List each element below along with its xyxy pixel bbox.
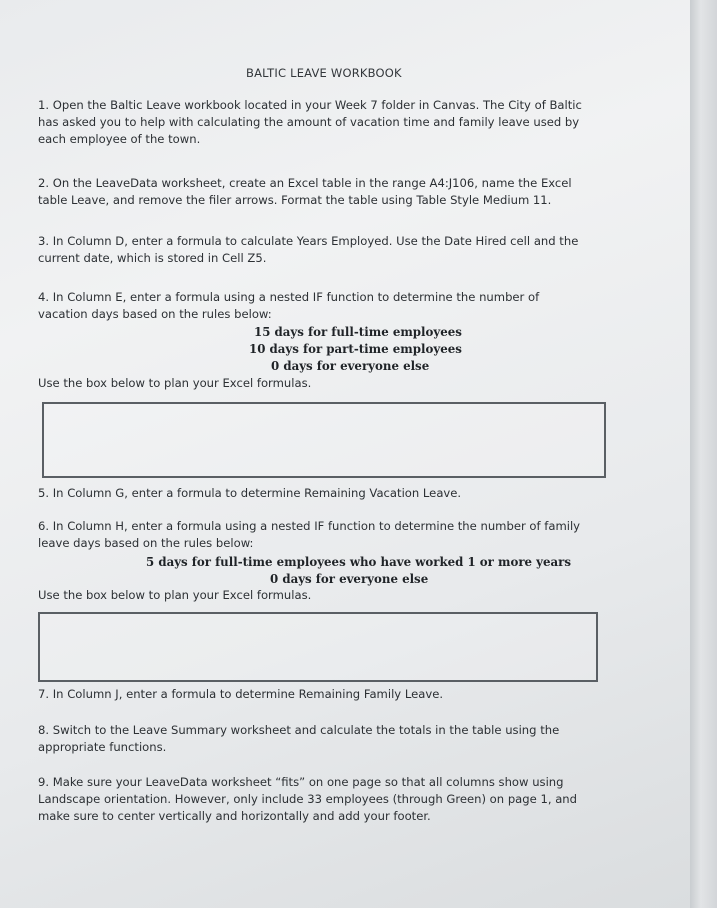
document-title: BALTIC LEAVE WORKBOOK xyxy=(246,66,402,80)
step-4 xyxy=(38,289,539,323)
step-9 xyxy=(38,774,577,825)
step-8 xyxy=(38,722,559,756)
step-2 xyxy=(38,175,572,209)
step-7: 7. In Column J, enter a formula to determine Remaining Family Leave. xyxy=(38,687,444,701)
step-4-line: 4. In Column E, enter a formula using a nested IF function to determine the number of xyxy=(38,290,540,304)
family-leave-formula-plan-box[interactable] xyxy=(38,612,598,682)
step-8-line: 8. Switch to the Leave Summary worksheet and calculate the totals in the table using the xyxy=(38,723,560,737)
step-1-line: 1. Open the Baltic Leave workbook located in your Week 7 folder in Canvas. The City of Baltic xyxy=(38,98,582,112)
family-leave-rule: 5 days for full-time employees who have worked 1 or more years xyxy=(146,555,572,569)
step-5: 5. In Column G, enter a formula to determine Remaining Vacation Leave. xyxy=(38,486,462,500)
step-2-line: table Leave, and remove the filer arrows. Format the table using Table Style Medium 11. xyxy=(38,193,552,207)
step-1 xyxy=(38,97,582,148)
step-9-line: Landscape orientation. However, only include 33 employees (through Green) on page 1, and xyxy=(38,792,578,806)
step-1-line: each employee of the town. xyxy=(38,132,201,146)
step-1-line: has asked you to help with calculating the amount of vacation time and family leave used by xyxy=(38,115,580,129)
step-6-line: 6. In Column H, enter a formula using a nested IF function to determine the number of family xyxy=(38,519,581,533)
step-6 xyxy=(38,518,580,552)
vacation-rule: 0 days for everyone else xyxy=(271,359,430,373)
family-leave-rule: 0 days for everyone else xyxy=(270,572,429,586)
step-6-line: leave days based on the rules below: xyxy=(38,536,254,550)
step-4-box-note: Use the box below to plan your Excel formulas. xyxy=(38,376,312,390)
step-3-line: 3. In Column D, enter a formula to calculate Years Employed. Use the Date Hired cell and the xyxy=(38,234,579,248)
step-9-line: make sure to center vertically and horizontally and add your footer. xyxy=(38,809,431,823)
step-3 xyxy=(38,233,578,267)
vacation-rule: 15 days for full-time employees xyxy=(254,325,462,339)
step-6-box-note: Use the box below to plan your Excel formulas. xyxy=(38,588,312,602)
step-3-line: current date, which is stored in Cell Z5. xyxy=(38,251,267,265)
page-edge xyxy=(690,0,717,908)
step-4-line: vacation days based on the rules below: xyxy=(38,307,272,321)
step-2-line: 2. On the LeaveData worksheet, create an Excel table in the range A4:J106, name the Excel xyxy=(38,176,572,190)
vacation-rule: 10 days for part-time employees xyxy=(249,342,462,356)
step-8-line: appropriate functions. xyxy=(38,740,167,754)
step-9-line: 9. Make sure your LeaveData worksheet “fits” on one page so that all columns show using xyxy=(38,775,564,789)
vacation-formula-plan-box[interactable] xyxy=(42,402,606,478)
